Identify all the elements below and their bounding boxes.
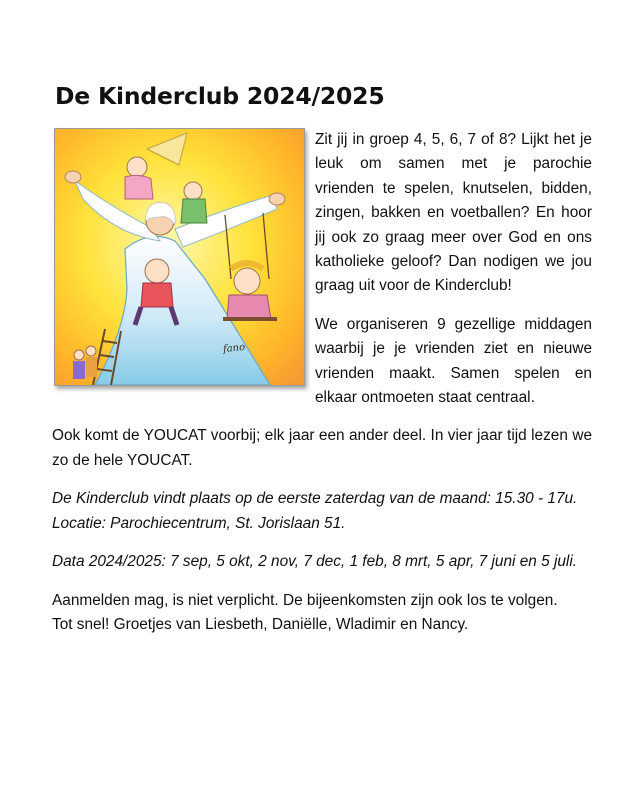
closing-paragraph: Tot snel! Groetjes van Liesbeth, Daniëlle, Wladimir en Nancy. bbox=[52, 615, 469, 633]
jesus-with-children-playing-icon bbox=[55, 129, 304, 385]
schedule-paragraph: De Kinderclub vindt plaats op de eerste zaterdag van de maand: 15.30 - 17u. Locatie: Parochiecentrum, St. Jorislaan 51. bbox=[52, 490, 578, 532]
page-title: De Kinderclub 2024/2025 bbox=[55, 82, 385, 110]
kinderclub-illustration bbox=[54, 128, 305, 386]
signup-paragraph: Aanmelden mag, is niet verplicht. De bijeenkomsten zijn ook los te volgen. bbox=[52, 591, 558, 609]
organise-paragraph: We organiseren 9 gezellige middagen waarbij je je vrienden ziet en nieuwe vrienden maakt. Samen spelen en elkaar ontmoeten staat centraal. bbox=[315, 315, 592, 407]
youcat-paragraph: Ook komt de YOUCAT voorbij; elk jaar een ander deel. In vier jaar tijd lezen we zo de hele YOUCAT. bbox=[52, 427, 592, 469]
artist-signature: fano bbox=[222, 341, 246, 356]
intro-paragraph: Zit jij in groep 4, 5, 6, 7 of 8? Lijkt het je leuk om samen met je parochie vrienden te spelen, knutselen, bidden, zingen, bakken en voetballen? En hoor jij ook zo graag meer over God en ons katholieke geloof? Dan nodigen we jou graag uit voor de Kinderclub! bbox=[315, 131, 592, 295]
dates-paragraph: Data 2024/2025: 7 sep, 5 okt, 2 nov, 7 dec, 1 feb, 8 mrt, 5 apr, 7 juni en 5 juli. bbox=[52, 553, 578, 571]
